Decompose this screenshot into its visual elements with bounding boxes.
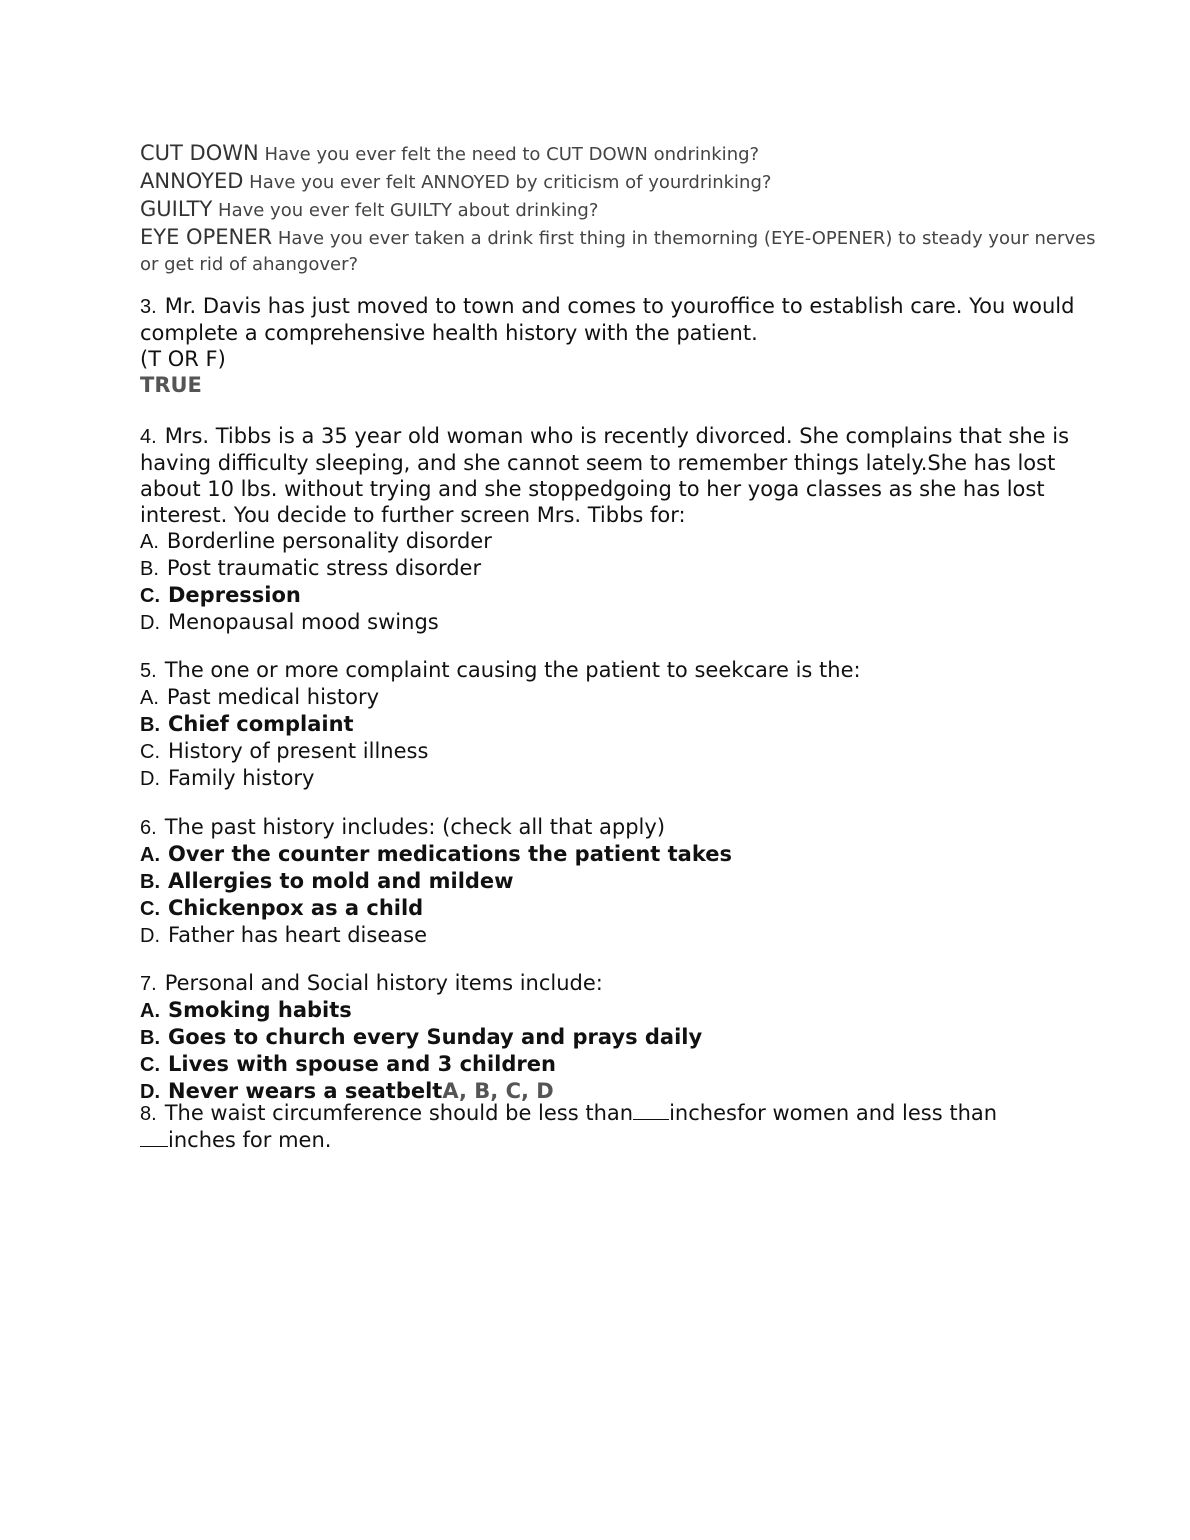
question-number: 3. (140, 296, 157, 318)
option-letter: A. (140, 844, 160, 866)
question-text: Personal and Social history items include: (164, 971, 603, 995)
option-letter: C. (140, 585, 160, 607)
option-text: History of present illness (168, 739, 429, 763)
option-letter: A. (140, 687, 159, 709)
option-text: Over the counter medications the patient takes (168, 842, 732, 866)
option-a (140, 528, 1115, 555)
cage-text: Have you ever felt GUILTY about drinking? (218, 200, 599, 221)
question-7 (140, 970, 1120, 1105)
question-4 (140, 423, 1115, 636)
option-letter: B. (140, 871, 160, 893)
option-text: Chickenpox as a child (168, 896, 424, 920)
cage-item-guilty (140, 196, 1120, 224)
option-text: Borderline personality disorder (166, 529, 492, 553)
question-text: The past history includes: (check all that apply) (164, 815, 666, 839)
option-text: Smoking habits (168, 998, 352, 1022)
option-b-correct (140, 868, 1120, 895)
option-letter: D. (140, 768, 160, 790)
option-c (140, 738, 1120, 765)
option-b-correct (140, 1024, 1120, 1051)
cage-lead: ANNOYED (140, 169, 244, 193)
option-text: Goes to church every Sunday and prays daily (168, 1025, 703, 1049)
option-text: Lives with spouse and 3 children (168, 1052, 556, 1076)
question-5 (140, 657, 1120, 792)
question-3 (140, 293, 1080, 398)
cage-lead: CUT DOWN (140, 141, 259, 165)
answer: TRUE (140, 373, 202, 397)
option-letter: A. (140, 531, 159, 553)
question-number: 7. (140, 973, 157, 995)
cage-text: Have you ever taken a drink first thing in themorning (EYE-OPENER) to steady your nerves or get rid of ahangover? (140, 228, 1096, 275)
option-text: Father has heart disease (168, 923, 427, 947)
question-number: 5. (140, 660, 157, 682)
option-text: Never wears a seatbelt (168, 1079, 443, 1103)
cage-item-annoyed (140, 168, 1120, 196)
question-6 (140, 814, 1120, 949)
option-text: Allergies to mold and mildew (168, 869, 514, 893)
option-d (140, 922, 1120, 949)
option-letter: B. (140, 714, 160, 736)
option-a-correct (140, 997, 1120, 1024)
question-number: 6. (140, 817, 157, 839)
answer-format: (T OR F) (140, 347, 226, 371)
option-a-correct (140, 841, 1120, 868)
option-letter: A. (140, 1000, 160, 1022)
question-text: The one or more complaint causing the patient to seekcare is the: (164, 658, 861, 682)
answer: A, B, C, D (442, 1079, 554, 1103)
cage-item-cut-down (140, 140, 1120, 168)
option-letter: D. (140, 925, 160, 947)
option-text: Past medical history (166, 685, 380, 709)
option-text: Family history (168, 766, 315, 790)
option-letter: D. (140, 1081, 160, 1103)
option-c-correct (140, 895, 1120, 922)
question-text: Mrs. Tibbs is a 35 year old woman who is recently divorced. She complains that she is having difficulty sleeping, and she cannot seem to remember things lately.She has lost about 10 lbs. without trying and she stoppedgoing to her yoga classes as she has lost interest. You decide to further screen Mrs. Tibbs for: (140, 424, 1070, 527)
option-c-correct (140, 1051, 1120, 1078)
option-text: Depression (168, 583, 301, 607)
option-letter: C. (140, 741, 160, 763)
blank-women (633, 1101, 669, 1120)
option-letter: D. (140, 612, 160, 634)
option-a (140, 684, 1120, 711)
option-c-correct (140, 582, 1115, 609)
cage-item-eye-opener (140, 224, 1115, 278)
blank-men (140, 1128, 168, 1147)
option-d (140, 609, 1115, 636)
cage-questionnaire (140, 140, 1120, 278)
cage-text: Have you ever felt the need to CUT DOWN ondrinking? (264, 144, 760, 165)
option-b (140, 555, 1115, 582)
question-text: The waist circumference should be less than (164, 1101, 634, 1125)
question-text: Mr. Davis has just moved to town and comes to youroffice to establish care. You would complete a comprehensive health history with the patient. (140, 294, 1075, 345)
question-number: 4. (140, 426, 157, 448)
option-b-correct (140, 711, 1120, 738)
cage-lead: GUILTY (140, 197, 213, 221)
question-8 (140, 1100, 1120, 1153)
option-text: Post traumatic stress disorder (166, 556, 482, 580)
option-letter: B. (140, 1027, 160, 1049)
question-number: 8. (140, 1103, 157, 1125)
question-text: inches for men. (168, 1128, 332, 1152)
option-d (140, 765, 1120, 792)
cage-lead: EYE OPENER (140, 225, 273, 249)
option-letter: C. (140, 1054, 160, 1076)
option-letter: B. (140, 558, 159, 580)
option-text: Menopausal mood swings (168, 610, 439, 634)
cage-text: Have you ever felt ANNOYED by criticism of yourdrinking? (249, 172, 772, 193)
option-letter: C. (140, 898, 160, 920)
option-text: Chief complaint (168, 712, 354, 736)
question-text: inchesfor women and less than (669, 1101, 998, 1125)
